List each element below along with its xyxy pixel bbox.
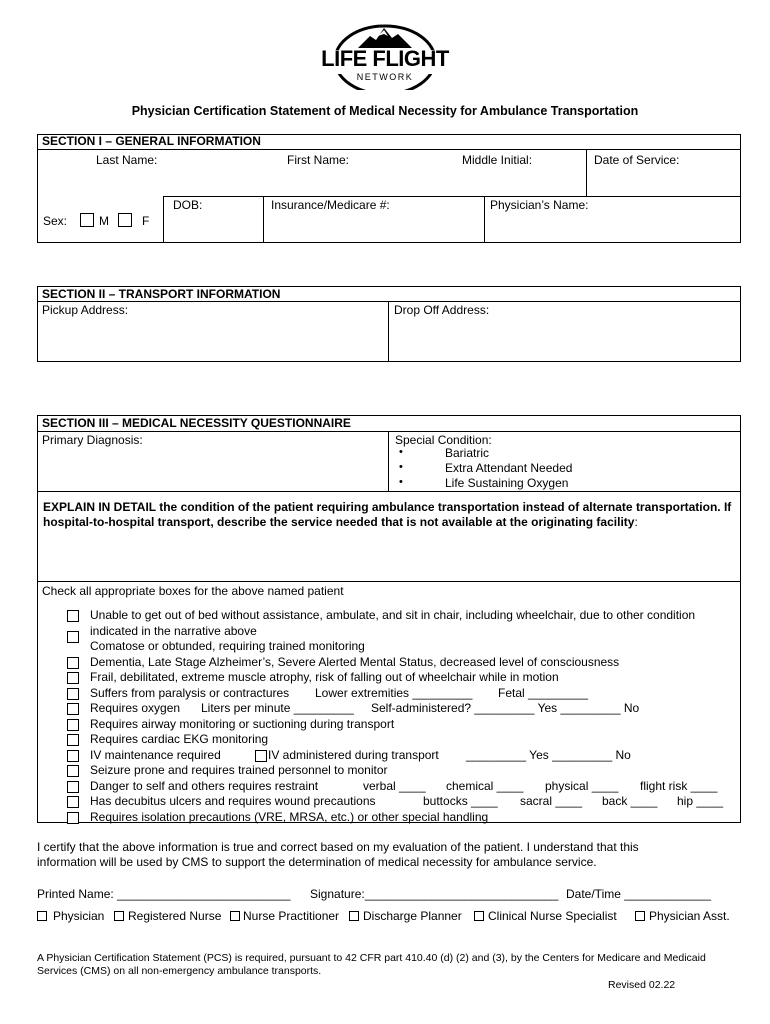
middle-initial-field[interactable]: Middle Initial: [462, 153, 533, 167]
ulcer-sacral[interactable]: sacral ____ [520, 794, 583, 808]
dropoff-address-field[interactable]: Drop Off Address: [394, 303, 490, 317]
checkbox-iv[interactable] [67, 750, 79, 762]
dob-field[interactable]: DOB: [173, 198, 203, 212]
role-np: Nurse Practitioner [243, 909, 340, 923]
item-comatose: Comatose or obtunded, requiring trained monitoring [90, 639, 365, 653]
item-frail: Frail, debilitated, extreme muscle atrophy, risk of falling out of wheelchair while in motion [90, 670, 559, 684]
role-checkbox-discharge[interactable] [349, 911, 359, 921]
checkbox-airway[interactable] [67, 719, 79, 731]
checkbox-seizure[interactable] [67, 765, 79, 777]
restraint-physical[interactable]: physical ____ [545, 778, 619, 793]
sex-male-checkbox[interactable] [80, 213, 94, 227]
role-checkbox-rn[interactable] [114, 911, 124, 921]
special-item: Bariatric [445, 446, 490, 460]
role-checkbox-cns[interactable] [474, 911, 484, 921]
role-pa: Physician Asst. [649, 909, 730, 923]
iv-yes-no[interactable]: _________ Yes _________ No [466, 747, 631, 762]
special-item: Extra Attendant Needed [445, 461, 573, 475]
oxygen-liters[interactable]: Liters per minute _________ [201, 701, 354, 715]
role-checkbox-pa[interactable] [635, 911, 645, 921]
checkbox-comatose[interactable] [67, 631, 79, 643]
item-isolation: Requires isolation precautions (VRE, MRSA, etc.) or other special handling [90, 809, 489, 824]
role-physician: Physician [53, 909, 105, 923]
explain-detail-text [43, 500, 733, 530]
special-bullet: • [399, 461, 403, 473]
sex-male-label: M [99, 214, 109, 228]
item-bed-bound: Unable to get out of bed without assistance, ambulate, and sit in chair, including wheelchair, due to other condition [90, 608, 696, 622]
ulcer-hip[interactable]: hip ____ [677, 794, 724, 808]
first-name-field[interactable]: First Name: [287, 153, 350, 167]
role-options [37, 909, 757, 925]
special-bullet: • [399, 446, 403, 458]
role-rn: Registered Nurse [128, 909, 222, 923]
item-paralysis: Suffers from paralysis or contractures [90, 685, 290, 700]
checkbox-ekg[interactable] [67, 734, 79, 746]
checkbox-isolation[interactable] [67, 812, 79, 824]
logo-subtitle: NETWORK [356, 72, 414, 82]
page-title: Physician Certification Statement of Medical Necessity for Ambulance Transportation [131, 104, 639, 118]
last-name-field[interactable]: Last Name: [96, 153, 158, 167]
logo [300, 18, 470, 90]
section3-header: SECTION III – MEDICAL NECESSITY QUESTIONNAIRE [42, 416, 351, 430]
checkbox-frail[interactable] [67, 672, 79, 684]
item-airway: Requires airway monitoring or suctioning during transport [90, 716, 395, 731]
checkbox-decubitus[interactable] [67, 796, 79, 808]
physician-name-field[interactable]: Physician’s Name: [490, 198, 589, 212]
oxygen-self[interactable]: Self-administered? _________ Yes _________ No [371, 701, 640, 715]
special-bullet: • [399, 476, 403, 488]
item-iv: IV maintenance required [90, 747, 221, 762]
printed-name-field[interactable]: Printed Name: __________________________ [37, 887, 291, 901]
restraint-flight[interactable]: flight risk ____ [640, 778, 718, 793]
explain-detail-colon: : [634, 515, 638, 529]
role-cns: Clinical Nurse Specialist [488, 909, 617, 923]
restraint-verbal[interactable]: verbal ____ [363, 778, 426, 793]
checkbox-restraint[interactable] [67, 781, 79, 793]
item-bed-bound-cont: indicated in the narrative above [90, 623, 257, 638]
checkbox-paralysis[interactable] [67, 688, 79, 700]
role-discharge: Discharge Planner [363, 909, 462, 923]
paralysis-lower[interactable]: Lower extremities _________ [315, 685, 473, 700]
iv-administered: IV administered during transport [268, 747, 439, 762]
section1-header: SECTION I – GENERAL INFORMATION [42, 134, 261, 148]
item-seizure: Seizure prone and requires trained personnel to monitor [90, 763, 388, 777]
revised-date: Revised 02.22 [608, 979, 676, 991]
sex-female-label: F [142, 214, 150, 228]
role-checkbox-np[interactable] [230, 911, 240, 921]
checkbox-iv-administered[interactable] [255, 750, 267, 762]
section2-header: SECTION II – TRANSPORT INFORMATION [42, 287, 281, 301]
special-item: Life Sustaining Oxygen [445, 476, 569, 490]
explain-detail-bold: EXPLAIN IN DETAIL the condition of the patient requiring ambulance transportation instead of alternate transportation. If hospital-to-hospital transport, describe the service needed that is not available at the originating facility [43, 500, 732, 529]
signature-field[interactable]: Signature:_____________________________ [310, 887, 559, 901]
item-decubitus: Has decubitus ulcers and requires wound precautions [90, 794, 376, 808]
certify-statement: I certify that the above information is true and correct based on my evaluation of the patient. I understand that this information will be used by CMS to support the determination of medical necessity for ambulance service. [37, 840, 639, 869]
ulcer-buttocks[interactable]: buttocks ____ [423, 794, 498, 808]
pickup-address-field[interactable]: Pickup Address: [42, 303, 129, 317]
special-condition-label: Special Condition: [395, 433, 492, 447]
footer-note: A Physician Certification Statement (PCS) is required, pursuant to 42 CFR part 410.40 (d) (2) and (3), by the Centers for Medicare and Medicaid Services (CMS) on all non-emergency ambulance transports. [37, 952, 706, 977]
datetime-field[interactable]: Date/Time _____________ [566, 887, 711, 901]
checkbox-oxygen[interactable] [67, 703, 79, 715]
item-restraint: Danger to self and others requires restraint [90, 778, 319, 793]
checkbox-dementia[interactable] [67, 657, 79, 669]
sex-label: Sex: [43, 214, 68, 228]
sex-female-checkbox[interactable] [118, 213, 132, 227]
ulcer-back[interactable]: back ____ [602, 794, 658, 808]
insurance-field[interactable]: Insurance/Medicare #: [271, 198, 390, 212]
paralysis-fetal[interactable]: Fetal _________ [498, 685, 589, 700]
item-ekg: Requires cardiac EKG monitoring [90, 732, 269, 746]
primary-diagnosis-field[interactable]: Primary Diagnosis: [42, 433, 143, 447]
role-checkbox-physician[interactable] [37, 911, 47, 921]
check-intro: Check all appropriate boxes for the above named patient [42, 584, 344, 598]
item-dementia: Dementia, Late Stage Alzheimer’s, Severe Alerted Mental Status, decreased level of consciousness [90, 654, 620, 669]
checkbox-bed-bound[interactable] [67, 610, 79, 622]
date-of-service-field[interactable]: Date of Service: [594, 153, 680, 167]
item-oxygen: Requires oxygen [90, 701, 181, 715]
logo-title: LIFE FLIGHT [321, 46, 449, 71]
restraint-chemical[interactable]: chemical ____ [446, 778, 524, 793]
